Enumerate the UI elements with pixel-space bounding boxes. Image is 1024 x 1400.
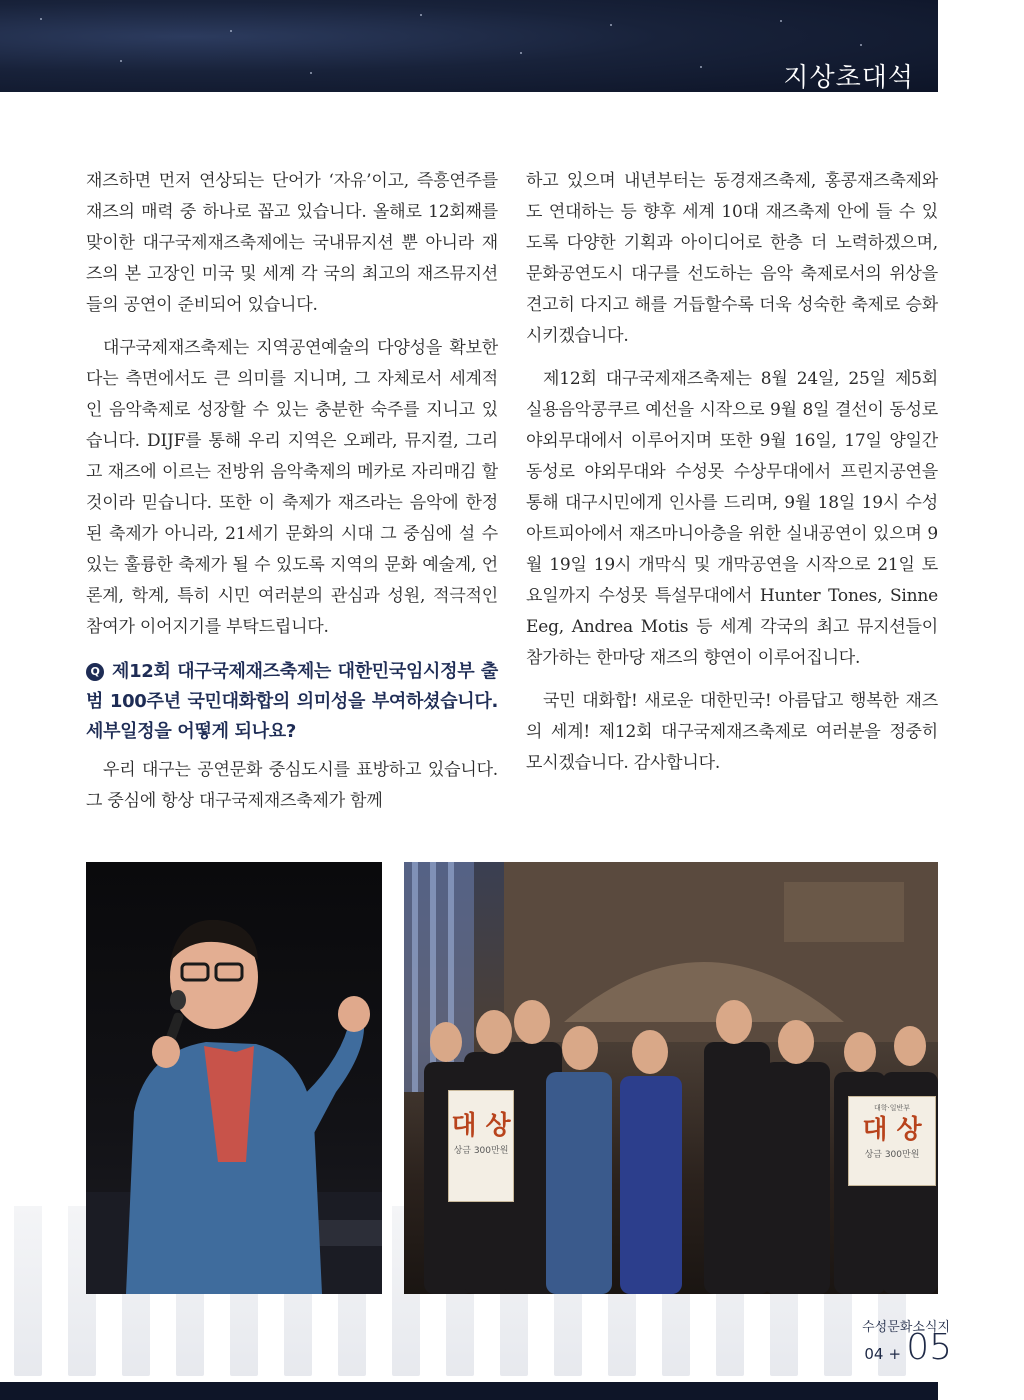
certificate-category: 대학·일반부	[873, 1104, 911, 1112]
page-numbers	[864, 1328, 952, 1374]
photo-award-ceremony	[404, 862, 938, 1294]
page-number-right: 05	[906, 1327, 952, 1368]
paragraph: 재즈하면 먼저 연상되는 단어가 ‘자유’이고, 즉흥연주를 재즈의 매력 중 하나로 꼽고 있습니다. 올해로 12회째를 맞이한 대구국제재즈축제에는 국내뮤지션 뿐 아니라 재즈의 본 고장인 미국 및 세계 각 국의 최고의 재즈뮤지션들의 공연이 준비되어 있습니다.	[86, 171, 498, 315]
header-banner	[0, 0, 938, 92]
award-certificate	[448, 1090, 514, 1202]
interview-question	[86, 657, 498, 747]
photo-speaker	[86, 862, 382, 1294]
speaker-illustration	[86, 862, 382, 1294]
article-right-column	[526, 166, 938, 791]
footer-strip	[0, 1382, 938, 1400]
award-certificate	[848, 1096, 936, 1186]
page-separator: +	[888, 1345, 902, 1363]
section-title: 지상초대석	[783, 63, 914, 92]
article-left-column	[86, 166, 498, 829]
paragraph: 하고 있으며 내년부터는 동경재즈축제, 홍콩재즈축제와도 연대하는 등 향후 세계 10대 재즈축제 안에 들 수 있도록 다양한 기획과 아이디어로 한층 더 노력하겠으며, 문화공연도시 대구를 선도하는 음악 축제로서의 위상을 견고히 다지고 해를 거듭할수록 더욱 성숙한 축제로 승화시키겠습니다.	[526, 171, 938, 346]
paragraph: 우리 대구는 공연문화 중심도시를 표방하고 있습니다. 그 중심에 항상 대구국제재즈축제가 함께	[86, 760, 498, 811]
paragraph: 국민 대화합! 새로운 대한민국! 아름답고 행복한 재즈의 세계! 제12회 대구국제재즈축제로 여러분을 정중히 모시겠습니다. 감사합니다.	[526, 691, 938, 773]
question-badge: Q	[86, 663, 104, 681]
certificate-title: 대 상	[862, 1115, 922, 1145]
paragraph: 대구국제재즈축제는 지역공연예술의 다양성을 확보한다는 측면에서도 큰 의미를 지니며, 그 자체로서 세계적인 음악축제로 성장할 수 있는 충분한 숙주를 지니고 있습니다. DIJF를 통해 우리 지역은 오페라, 뮤지컬, 그리고 재즈에 이르는 전방위 음악축제의 메카로 자리매김 할 것이라 믿습니다. 또한 이 축제가 재즈라는 음악에 한정된 축제가 아니라, 21세기 문화의 시대 그 중심에 설 수 있는 훌륭한 축제가 될 수 있도록 지역의 문화 예술계, 언론계, 학계, 특히 시민 여러분의 관심과 성원, 적극적인 참여가 이어지기를 부탁드립니다.	[86, 338, 498, 637]
page-number-left: 04	[864, 1345, 884, 1363]
certificate-prize: 상금 300만원	[453, 1146, 509, 1156]
paragraph: 제12회 대구국제재즈축제는 8월 24일, 25일 제5회 실용음악콩쿠르 예선을 시작으로 9월 8일 결선이 동성로 야외무대에서 이루어지며 또한 9월 16일, 17일 양일간 동성로 야외무대와 수성못 수상무대에서 프린지공연을 통해 대구시민에게 인사를 드리며, 9월 18일 19시 수성아트피아에서 재즈마니아층을 위한 실내공연이 있으며 9월 19일 19시 개막식 및 개막공연을 시작으로 21일 토요일까지 수성못 특설무대에서 Hunter Tones, Sinne Eeg, Andrea Motis 등 세계 각국의 최고 뮤지션들이 참가하는 한마당 재즈의 향연이 이루어집니다.	[526, 369, 938, 668]
ceremony-illustration	[404, 862, 938, 1294]
certificate-prize: 상금 300만원	[864, 1150, 920, 1160]
magazine-name: 수성문화소식지	[862, 1320, 950, 1335]
certificate-title: 대 상	[451, 1111, 511, 1141]
question-text: 제12회 대구국제재즈축제는 대한민국임시정부 출범 100주년 국민대화합의 의미성을 부여하셨습니다. 세부일정을 어떻게 되나요?	[86, 661, 498, 742]
